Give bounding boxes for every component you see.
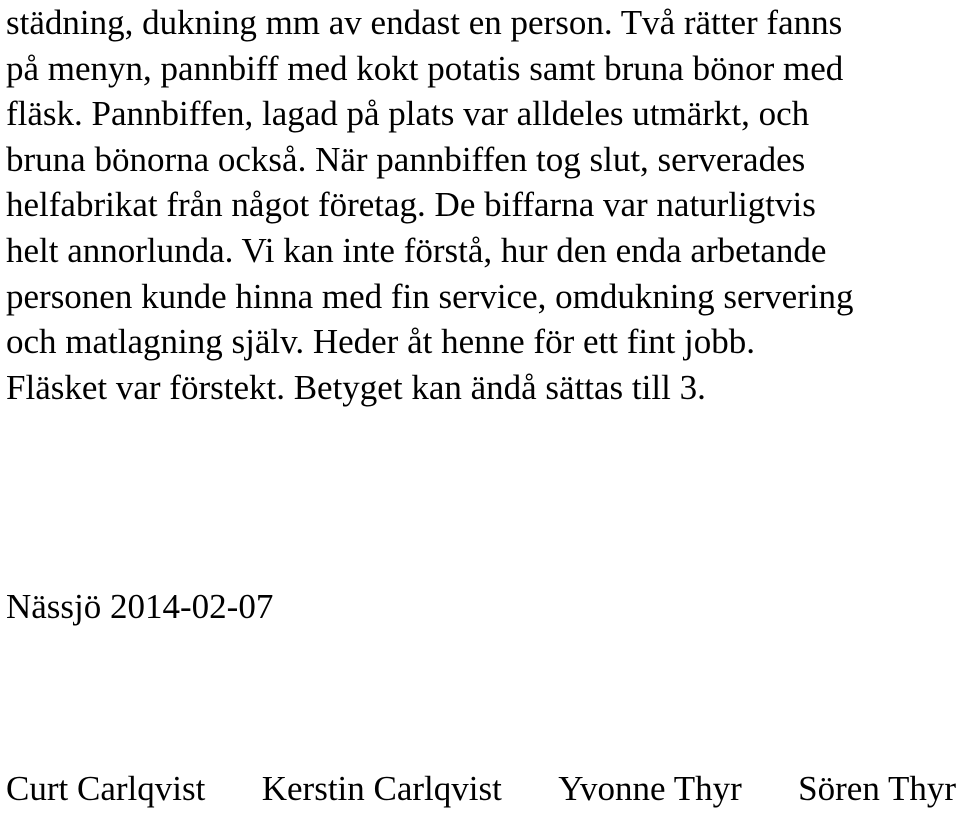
place-date: Nässjö 2014-02-07	[6, 587, 274, 626]
review-line: och matlagning själv. Heder åt henne för ett fint jobb.	[6, 322, 756, 362]
signature-name: Yvonne Thyr	[558, 769, 742, 808]
review-line: bruna bönorna också. När pannbiffen tog slut, serverades	[6, 139, 806, 179]
signature-name: Sören Thyr	[798, 769, 956, 808]
signature-name: Curt Carlqvist	[6, 769, 206, 808]
review-line: fläsk. Pannbiffen, lagad på plats var alldeles utmärkt, och	[6, 94, 810, 134]
review-line: helt annorlunda. Vi kan inte förstå, hur den enda arbetande	[6, 230, 827, 270]
review-line: Fläsket var förstekt. Betyget kan ändå sättas till 3.	[6, 367, 706, 407]
review-line: personen kunde hinna med fin service, omdukning servering	[6, 276, 854, 316]
review-paragraph	[6, 0, 958, 410]
review-line: helfabrikat från något företag. De biffarna var naturligtvis	[6, 185, 816, 225]
signature-name: Kerstin Carlqvist	[261, 769, 502, 808]
signature-list	[6, 766, 956, 811]
review-line: på menyn, pannbiff med kokt potatis samt bruna bönor med	[6, 48, 844, 88]
review-line: städning, dukning mm av endast en person. Två rätter fanns	[6, 3, 843, 42]
